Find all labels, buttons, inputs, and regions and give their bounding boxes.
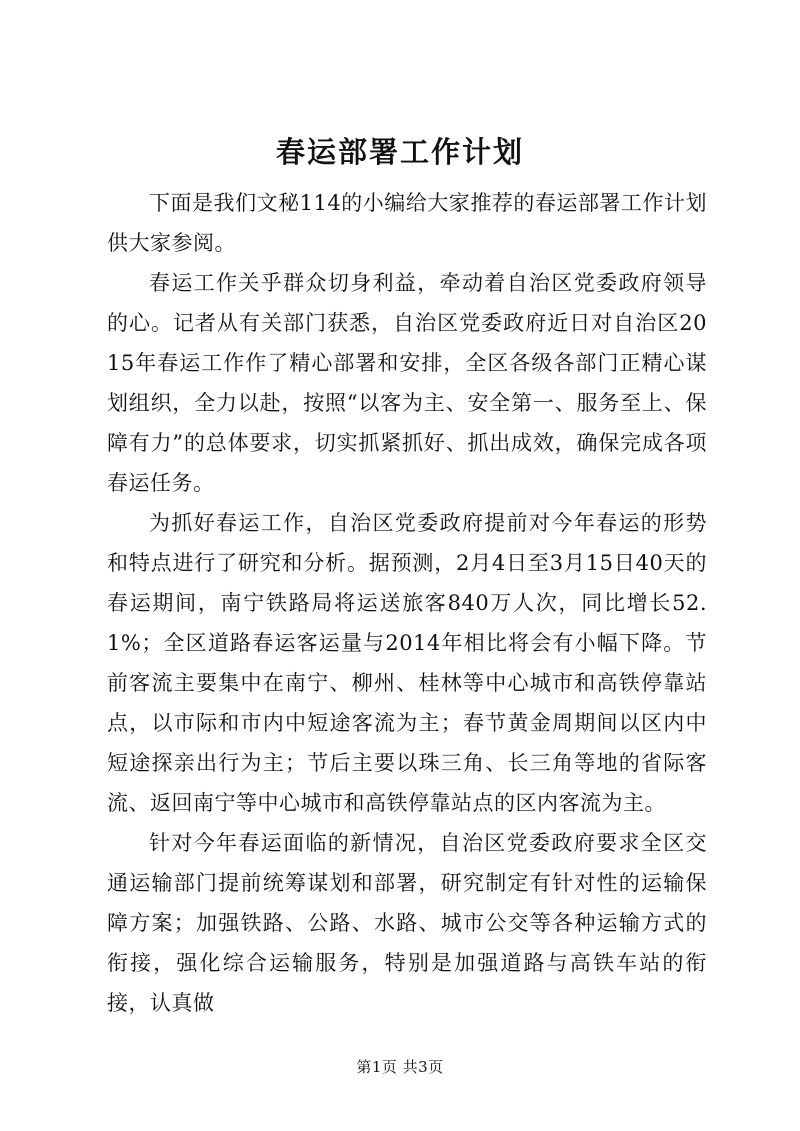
paragraph-intro: 下面是我们文秘114的小编给大家推荐的春运部署工作计划供大家参阅。	[107, 191, 707, 255]
page-title: 春运部署工作计划	[275, 135, 524, 169]
page-number: 第1页 共3页	[356, 1058, 444, 1076]
document-body	[107, 183, 707, 1023]
paragraph-importance: 春运工作关乎群众切身利益，牵动着自治区党委政府领导的心。记者从有关部门获悉，自治区党委政府近日对自治区2015年春运工作作了精心部署和安排，全区各级各部门正精心谋划组织，全力以赴，按照“以客为主、安全第一、服务至上、保障有力”的总体要求，切实抓紧抓好、抓出成效，确保完成各项春运任务。	[107, 271, 707, 495]
paragraph-requirements: 针对今年春运面临的新情况，自治区党委政府要求全区交通运输部门提前统筹谋划和部署，研究制定有针对性的运输保障方案；加强铁路、公路、水路、城市公交等各种运输方式的衔接，强化综合运输服务，特别是加强道路与高铁车站的衔接，认真做	[107, 831, 707, 1015]
paragraph-forecast: 为抓好春运工作，自治区党委政府提前对今年春运的形势和特点进行了研究和分析。据预测，2月4日至3月15日40天的春运期间，南宁铁路局将运送旅客840万人次，同比增长52.1%；全区道路春运客运量与2014年相比将会有小幅下降。节前客流主要集中在南宁、柳州、桂林等中心城市和高铁停靠站点，以市际和市内中短途客流为主；春节黄金周期间以区内中短途探亲出行为主；节后主要以珠三角、长三角等地的省际客流、返回南宁等中心城市和高铁停靠站点的区内客流为主。	[107, 511, 707, 815]
